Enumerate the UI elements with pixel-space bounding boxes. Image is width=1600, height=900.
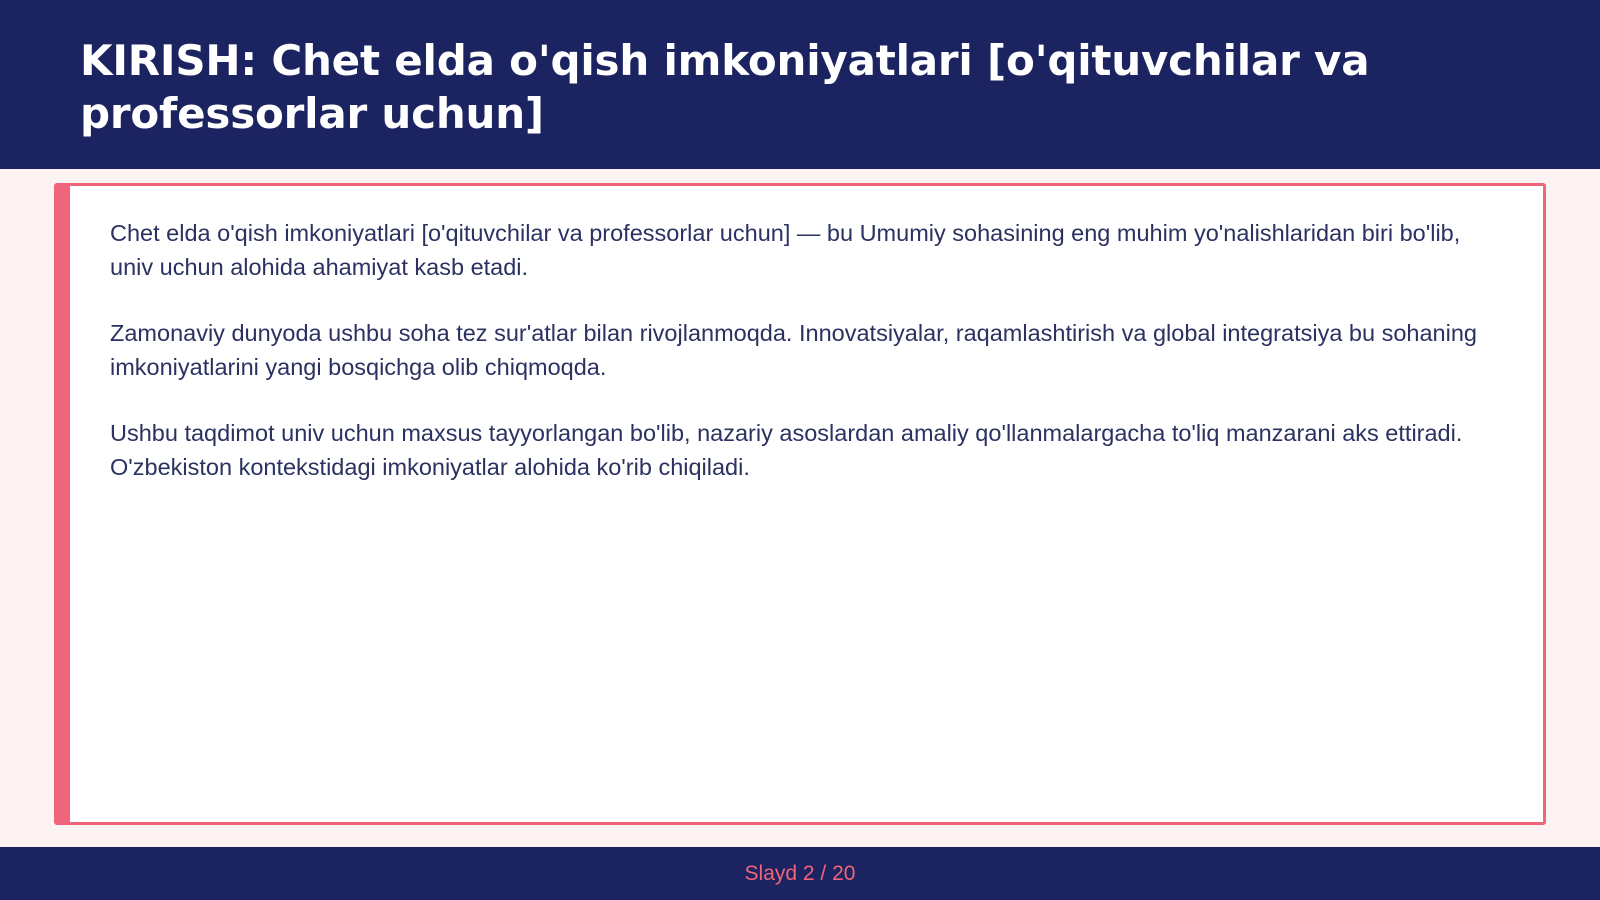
slide-title: KIRISH: Chet elda o'qish imkoniyatlari [o'qituvchilar va professorlar uchun] xyxy=(80,36,1370,138)
paragraph-modern-world: Zamonaviy dunyoda ushbu soha tez sur'atlar bilan rivojlanmoqda. Innovatsiyalar, raqamlashtirish va global integratsiya bu sohaning imkoniyatlarini yangi bosqichga olib chiqmoqda. xyxy=(110,320,1477,380)
slide-counter: Slayd 2 / 20 xyxy=(744,861,856,885)
slide-header xyxy=(0,0,1600,169)
slide-footer xyxy=(0,847,1600,900)
content-card xyxy=(54,183,1546,825)
paragraph-intro: Chet elda o'qish imkoniyatlari [o'qituvchilar va professorlar uchun] — bu Umumiy sohasining eng muhim yo'nalishlaridan biri bo'lib, univ uchun alohida ahamiyat kasb etadi. xyxy=(110,220,1461,280)
paragraph-presentation-scope: Ushbu taqdimot univ uchun maxsus tayyorlangan bo'lib, nazariy asoslardan amaliy qo'llanmalargacha to'liq manzarani aks ettiradi. O'zbekiston kontekstidagi imkoniyatlar alohida ko'rib chiqiladi. xyxy=(110,420,1463,480)
